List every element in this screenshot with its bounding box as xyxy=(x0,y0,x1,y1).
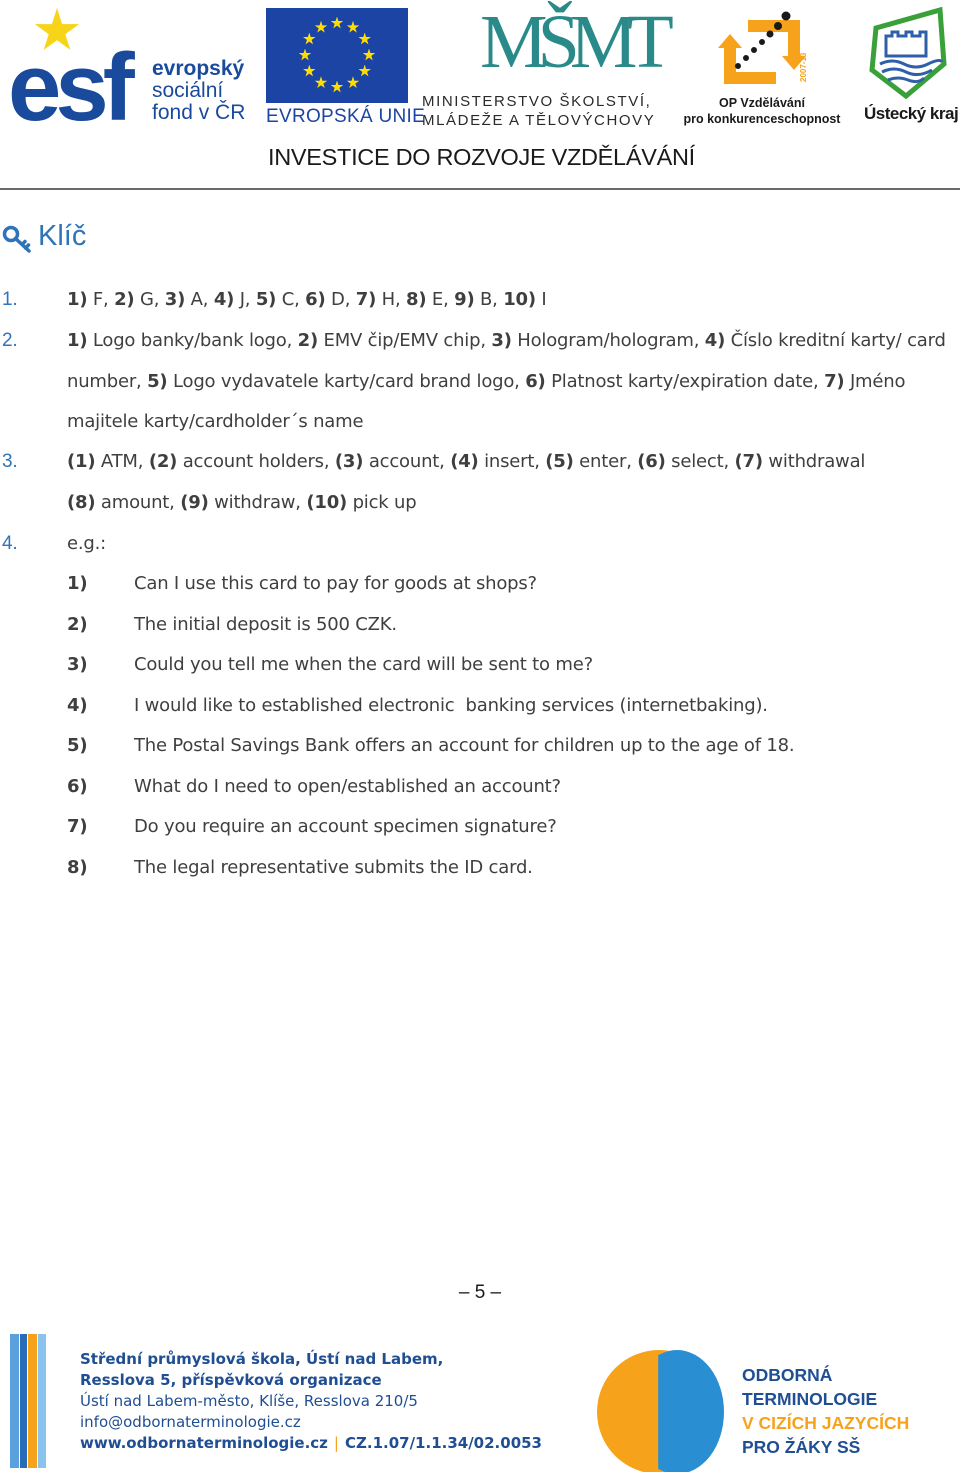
sentence-text: The Postal Savings Bank offers an account for children up to the age of 18. xyxy=(134,735,795,756)
esf-line-2: sociální xyxy=(152,79,224,102)
eu-label: EVROPSKÁ UNIE xyxy=(266,106,426,127)
answer-fragment: Číslo kreditní karty/ card number, xyxy=(67,330,946,392)
sentence-text: Can I use this card to pay for goods at shops? xyxy=(134,573,537,594)
msmt-line-2: MLÁDEŽE A TĚLOVÝCHOVY xyxy=(422,112,656,129)
school-website-link[interactable]: www.odbornaterminologie.cz xyxy=(80,1434,328,1452)
answer-fragment: withdraw, xyxy=(208,491,307,513)
sentence-number: 8) xyxy=(67,857,88,878)
page-number: – 5 – xyxy=(458,1282,502,1303)
answer-fragment: I xyxy=(535,289,547,310)
answer-fragment: account, xyxy=(363,451,451,472)
eu-star-icon xyxy=(299,49,312,62)
eu-star-icon xyxy=(358,65,371,78)
answer-fragment: H, xyxy=(376,289,407,310)
answer-fragment: select, xyxy=(665,451,735,472)
answer-number: 4) xyxy=(704,330,726,351)
kraj-label: Ústecký kraj xyxy=(864,104,959,123)
answer-number: 8) xyxy=(406,289,427,310)
answer-fragment: F, xyxy=(87,289,115,310)
answer-fragment: D, xyxy=(325,289,356,310)
answer-number: 5) xyxy=(255,289,277,310)
answer-number: (9) xyxy=(180,491,209,513)
eu-star-icon xyxy=(331,81,344,94)
answer-number: 1) xyxy=(67,330,88,351)
item-number: 4. xyxy=(2,533,18,554)
investice-banner: INVESTICE DO ROZVOJE VZDĚLÁVÁNÍ xyxy=(268,144,695,170)
sentence-item xyxy=(67,848,957,889)
eu-star-icon xyxy=(358,33,371,46)
footer-stripes-icon xyxy=(10,1334,50,1468)
school-name-line-1: Střední průmyslová škola, Ústí nad Labem, xyxy=(80,1350,444,1368)
answer-fragment: Platnost karty/expiration date, xyxy=(545,370,825,392)
sentence-item xyxy=(67,726,957,767)
msmt-text xyxy=(422,92,655,130)
eu-star-icon xyxy=(347,21,360,34)
answer-fragment: enter, xyxy=(573,451,638,472)
sentence-number: 1) xyxy=(67,573,88,594)
sentence-number: 2) xyxy=(67,614,88,635)
answer-text-1 xyxy=(67,280,957,321)
msmt-line-1: MINISTERSTVO ŠKOLSTVÍ, xyxy=(422,93,652,110)
msmt-logo: MŠMT xyxy=(480,0,664,84)
footer-separator: | xyxy=(333,1434,339,1452)
item-number: 1. xyxy=(2,289,18,310)
answer-fragment: J, xyxy=(234,289,256,310)
school-email[interactable]: info@odbornaterminologie.cz xyxy=(80,1413,301,1431)
ustecky-kraj-logo-icon xyxy=(862,6,950,102)
sentence-item xyxy=(67,807,957,848)
answer-number: 5) xyxy=(147,370,168,392)
sentence-number: 3) xyxy=(67,654,88,675)
sentence-number: 7) xyxy=(67,816,88,837)
answer-number: (5) xyxy=(545,451,574,472)
answer-number: 10) xyxy=(503,289,536,310)
sentence-item xyxy=(67,564,957,605)
answer-number: 2) xyxy=(114,289,135,310)
sentence-number: 4) xyxy=(67,695,88,716)
answer-number: (1) xyxy=(67,451,96,472)
answer-fragment: insert, xyxy=(478,451,546,472)
answer-fragment: A, xyxy=(185,289,214,310)
answer-text-2 xyxy=(67,321,952,443)
header-divider xyxy=(0,188,960,190)
answer-intro: e.g.: xyxy=(67,533,107,554)
school-name-line-2: Resslova 5, příspěvková organizace xyxy=(80,1371,382,1389)
answer-fragment: Logo vydavatele karty/card brand logo, xyxy=(167,370,526,392)
op-years: 2007-13 xyxy=(799,52,808,82)
answer-fragment: account holders, xyxy=(177,451,335,472)
page-title: Klíč xyxy=(38,220,87,252)
answer-number: (6) xyxy=(637,451,666,472)
answer-number: 7) xyxy=(355,289,377,310)
eu-star-icon xyxy=(347,76,360,89)
answer-number: (3) xyxy=(334,451,364,472)
answer-number: (7) xyxy=(734,451,763,472)
key-icon xyxy=(2,225,32,253)
esf-line-1: evropský xyxy=(152,57,245,80)
sentence-text: What do I need to open/established an account? xyxy=(134,776,561,797)
footer-brand xyxy=(742,1363,960,1459)
project-code: CZ.1.07/1.1.34/02.0053 xyxy=(344,1434,542,1452)
answer-number: 7) xyxy=(824,370,845,392)
eu-star-icon xyxy=(315,21,328,34)
eu-star-icon xyxy=(303,65,316,78)
answer-number: 3) xyxy=(491,330,512,351)
sentence-text: The initial deposit is 500 CZK. xyxy=(134,614,397,635)
answer-number: (10) xyxy=(306,491,348,513)
sentence-number: 6) xyxy=(67,776,88,797)
sentence-item xyxy=(67,605,957,646)
answer-fragment: Hologram/hologram, xyxy=(511,330,705,351)
answer-number: 6) xyxy=(525,370,546,392)
answer-fragment: EMV čip/EMV chip, xyxy=(318,330,492,351)
answer-number: 6) xyxy=(305,289,326,310)
sentence-text: Do you require an account specimen signature? xyxy=(134,816,557,837)
sentence-item xyxy=(67,686,957,727)
answer-fragment: C, xyxy=(276,289,306,310)
answer-number: 9) xyxy=(454,289,475,310)
op-logo-icon xyxy=(714,8,810,96)
esf-line-3: fond v ČR xyxy=(152,101,246,124)
item-number: 3. xyxy=(2,451,18,472)
answer-fragment: ATM, xyxy=(95,451,149,472)
header-logos xyxy=(0,0,960,190)
answer-number: (4) xyxy=(450,451,479,472)
brand-line-1: ODBORNÁ TERMINOLOGIE xyxy=(742,1365,878,1409)
answer-number: 3) xyxy=(164,289,186,310)
sentence-text: The legal representative submits the ID card. xyxy=(134,857,533,878)
answer-number: 4) xyxy=(213,289,235,310)
eu-star-icon xyxy=(363,49,376,62)
eu-star-icon xyxy=(303,33,316,46)
op-line-1: OP Vzdělávání xyxy=(719,96,805,110)
sentence-text: Could you tell me when the card will be sent to me? xyxy=(134,654,593,675)
op-line-2: pro konkurenceschopnost xyxy=(683,112,841,126)
answer-fragment: G, xyxy=(134,289,165,310)
answer-fragment: amount, xyxy=(95,491,181,513)
answer-number: 1) xyxy=(67,289,88,310)
esf-letters: esf xyxy=(8,34,129,141)
answer-fragment: B, xyxy=(474,289,504,310)
eu-star-icon xyxy=(315,76,328,89)
answer-number: (2) xyxy=(148,451,178,472)
answer-fragment: Jméno majitele karty/cardholder´s name xyxy=(67,370,906,432)
sentence-text: I would like to established electronic banking services (internetbaking). xyxy=(134,695,768,716)
op-text xyxy=(682,95,842,127)
sentence-item xyxy=(67,767,957,808)
school-address: Ústí nad Labem-město, Klíše, Resslova 210/5 xyxy=(80,1392,418,1410)
sentence-number: 5) xyxy=(67,735,88,756)
answer-text-3 xyxy=(67,442,897,523)
sentence-item xyxy=(67,645,957,686)
item-number: 2. xyxy=(2,330,18,351)
answer-number: 2) xyxy=(297,330,318,351)
footer-school-info xyxy=(80,1349,542,1454)
answer-fragment: pick up xyxy=(347,491,417,513)
answer-fragment: withdrawal xyxy=(762,451,866,472)
answer-fragment: Logo banky/bank logo, xyxy=(87,330,298,351)
eu-star-icon xyxy=(331,17,344,30)
brand-line-3: PRO ŽÁKY SŠ xyxy=(742,1437,861,1457)
brand-line-2: V CIZÍCH JAZYCÍCH xyxy=(742,1413,910,1433)
esf-text xyxy=(152,58,245,124)
answer-number: (8) xyxy=(67,491,96,513)
eu-flag-icon xyxy=(266,8,408,103)
answer-fragment: E, xyxy=(426,289,455,310)
